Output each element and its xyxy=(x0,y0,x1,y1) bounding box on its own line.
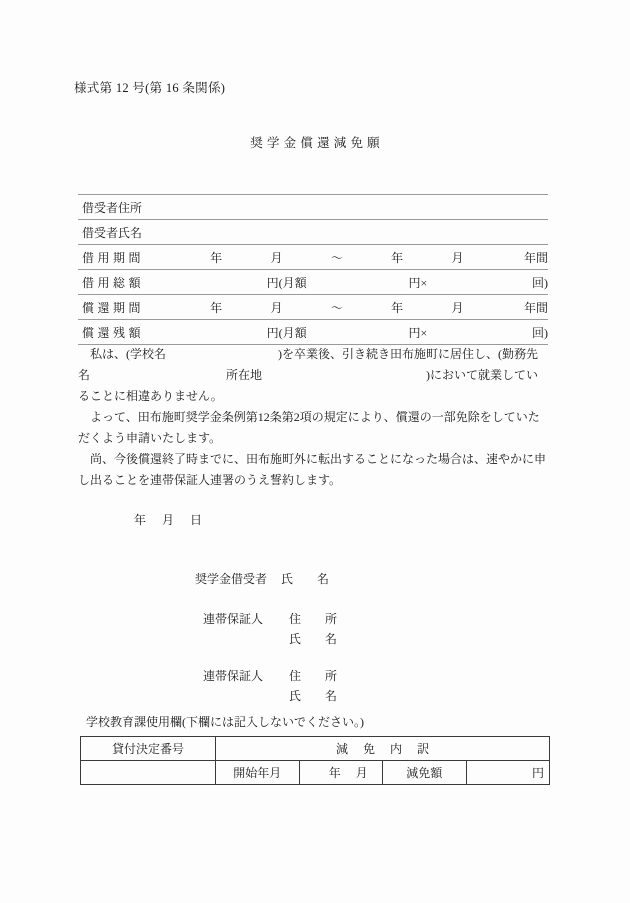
signature-guarantor-2-name-label: 氏 名 xyxy=(289,689,344,703)
signature-guarantor-1-address-label: 住 所 xyxy=(289,612,344,626)
repay-period-years-unit: 年間 xyxy=(523,300,548,315)
declaration-p1-part-d: 所在地 xyxy=(226,368,263,382)
signature-guarantor-1-role: 連帯保証人 xyxy=(203,612,264,626)
row-label-loan-period: 借用期間 xyxy=(82,250,145,265)
repay-period-end-month: 月 xyxy=(451,300,464,315)
repay-balance-yen-monthly: 円(月額 xyxy=(266,325,307,340)
loan-total-count-unit: 回) xyxy=(532,275,548,290)
date-year-label: 年 xyxy=(134,513,147,527)
loan-period-end-month: 月 xyxy=(451,250,464,265)
repay-balance-blank xyxy=(186,320,246,345)
signature-guarantor-2 xyxy=(203,666,343,706)
table-row xyxy=(81,737,550,761)
office-year-label: 年 xyxy=(328,766,341,780)
borrower-info-table xyxy=(78,194,548,345)
loan-total-yen-monthly: 円(月額 xyxy=(266,275,307,290)
signature-guarantor-1-address-line xyxy=(203,609,343,629)
table-row xyxy=(78,320,548,345)
loan-total-blank xyxy=(186,270,246,295)
table-row xyxy=(78,195,548,220)
office-use-label: 学校教育課使用欄(下欄には記入しないでください。) xyxy=(86,715,364,729)
row-label-loan-total: 借用総額 xyxy=(82,275,145,290)
form-number: 様式第 12 号(第 16 条関係) xyxy=(74,81,226,95)
page-title: 奨学金償還減免願 xyxy=(250,136,384,150)
declaration-paragraph-1 xyxy=(78,344,550,407)
declaration-p1-part-a: 私は、(学校名 xyxy=(90,347,166,361)
date-month-label: 月 xyxy=(162,513,175,527)
table-row xyxy=(78,245,548,270)
signature-guarantor-2-role: 連帯保証人 xyxy=(203,669,264,683)
repay-period-start-month: 月 xyxy=(270,300,283,315)
office-reduction-amount-value[interactable]: 円 xyxy=(466,761,550,785)
office-start-ym-label: 開始年月 xyxy=(216,761,300,785)
declaration-p1-part-c: 名 xyxy=(78,368,91,382)
row-value-borrower-name[interactable] xyxy=(186,220,548,245)
repay-balance-gap xyxy=(307,320,367,345)
signature-guarantor-1-name-line xyxy=(203,629,343,649)
signature-borrower xyxy=(195,570,335,587)
table-row xyxy=(78,295,548,320)
declaration-body xyxy=(78,344,550,491)
loan-period-end-year: 年 xyxy=(391,250,404,265)
repay-period-end-year: 年 xyxy=(391,300,404,315)
signature-guarantor-1-name-label: 氏 名 xyxy=(289,632,344,646)
loan-total-yen-times: 円× xyxy=(408,275,428,290)
repay-balance-yen-times: 円× xyxy=(408,325,428,340)
declaration-p1-part-b: )を卒業後、引き続き田布施町に居住し、(勤務先 xyxy=(278,347,538,361)
row-label-repay-balance: 償還残額 xyxy=(82,325,145,340)
repay-period-start-year: 年 xyxy=(210,300,223,315)
declaration-paragraph-2: よって、田布施町奨学金条例第12条第2項の規定により、償還の一部免除をしていただくよう申請いたします。 xyxy=(78,410,540,445)
loan-total-gap xyxy=(307,270,367,295)
office-reduction-amount-label: 減免額 xyxy=(383,761,467,785)
signature-borrower-role: 奨学金借受者 xyxy=(195,572,268,586)
office-loan-number-value[interactable] xyxy=(81,761,216,785)
row-label-repay-period: 償還期間 xyxy=(82,300,145,315)
office-breakdown-header: 減免内訳 xyxy=(216,737,550,761)
declaration-paragraph-3: 尚、今後償還終了時までに、田布施町外に転出することになった場合は、速やかに申し出ることを連帯保証人連署のうえ誓約します。 xyxy=(78,452,547,487)
office-use-table xyxy=(80,736,550,785)
table-row xyxy=(81,761,550,785)
signature-guarantor-2-address-label: 住 所 xyxy=(289,669,344,683)
table-row xyxy=(78,220,548,245)
loan-period-start-year: 年 xyxy=(210,250,223,265)
repay-period-range-separator: ～ xyxy=(330,300,343,315)
office-start-ym-value[interactable] xyxy=(299,761,383,785)
loan-period-start-month: 月 xyxy=(270,250,283,265)
office-month-label: 月 xyxy=(355,766,368,780)
date-day-label: 日 xyxy=(190,513,203,527)
signature-guarantor-2-name-line xyxy=(203,686,343,706)
office-loan-number-header: 貸付決定番号 xyxy=(81,737,216,761)
loan-period-years-unit: 年間 xyxy=(523,250,548,265)
table-row xyxy=(78,270,548,295)
signature-guarantor-1 xyxy=(203,609,343,649)
row-value-borrower-address[interactable] xyxy=(186,195,548,220)
repay-balance-count-unit: 回) xyxy=(532,325,548,340)
loan-period-range-separator: ～ xyxy=(330,250,343,265)
row-label-borrower-name: 借受者氏名 xyxy=(82,225,143,240)
signature-borrower-name-label: 氏 名 xyxy=(281,572,336,586)
date-line xyxy=(134,511,202,528)
signature-guarantor-2-address-line xyxy=(203,666,343,686)
row-label-borrower-address: 借受者住所 xyxy=(82,200,143,215)
declaration-p1-part-e: )において就業していることに相違ありません。 xyxy=(78,368,539,403)
